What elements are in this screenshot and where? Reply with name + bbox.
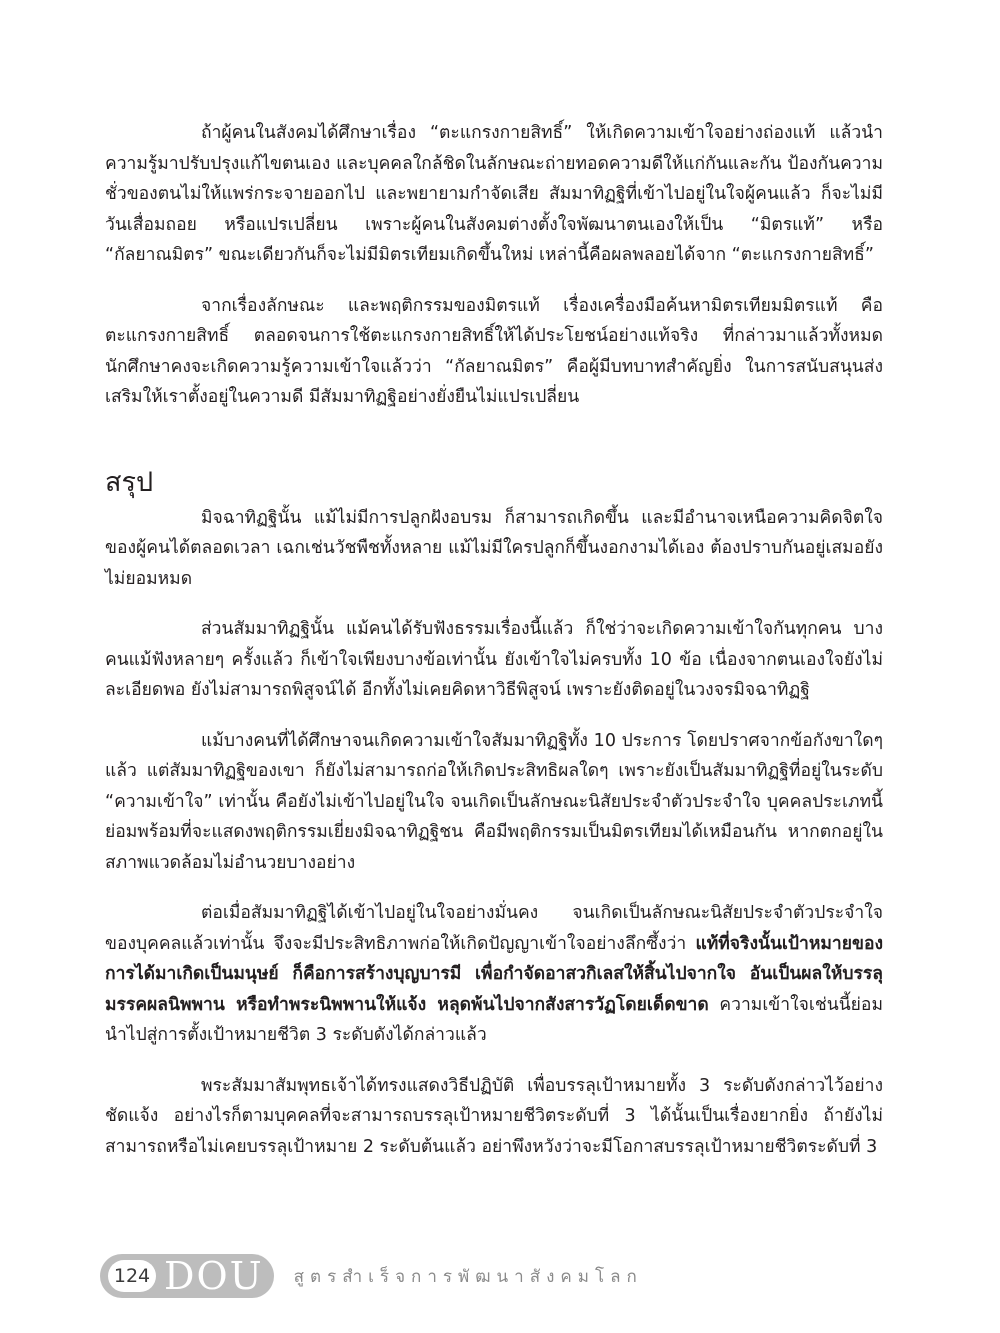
paragraph-goal — [105, 898, 883, 1051]
paragraph-intro-1: ถ้าผู้คนในสังคมได้ศึกษาเรื่อง “ตะแกรงกายสิทธิ์” ให้เกิดความเข้าใจอย่างถ่องแท้ แล้วนำความรู้มาปรับปรุงแก้ไขตนเอง และบุคคลใกล้ชิดในลักษณะถ่ายทอดความดีให้แก่กันและกัน ป้องกันความชั่วของตนไม่ให้แพร่กระจายออกไป และพยายามกำจัดเสีย สัมมาทิฏฐิที่เข้าไปอยู่ในใจผู้คนแล้ว ก็จะไม่มีวันเสื่อมถอย หรือแปรเปลี่ยน เพราะผู้คนในสังคมต่างตั้งใจพัฒนาตนเองให้เป็น “มิตรแท้” หรือ “กัลยาณมิตร” ขณะเดียวกันก็จะไม่มีมิตรเทียมเกิดขึ้นใหม่ เหล่านี้คือผลพลอยได้จาก “ตะแกรงกายสิทธิ์” — [105, 123, 883, 265]
paragraph-goal-tail: ความเข้าใจเช่นนี้ย่อมนำไปสู่การตั้งเป้าหมายชีวิต 3 ระดับดังได้กล่าวแล้ว — [105, 994, 883, 1045]
paragraph-intro-2: จากเรื่องลักษณะ และพฤติกรรมของมิตรแท้ เรื่องเครื่องมือค้นหามิตรเทียมมิตรแท้ คือตะแกรงกายสิทธิ์ ตลอดจนการใช้ตะแกรงกายสิทธิ์ให้ได้ประโยชน์อย่างแท้จริง ที่กล่าวมาแล้วทั้งหมด นักศึกษาคงจะเกิดความรู้ความเข้าใจแล้วว่า “กัลยาณมิตร” คือผู้มีบทบาทสำคัญยิ่ง ในการสนับสนุนส่งเสริมให้เราตั้งอยู่ในความดี มีสัมมาทิฏฐิอย่างยั่งยืนไม่แปรเปลี่ยน — [105, 295, 883, 407]
page-badge — [100, 1254, 274, 1298]
paragraph-goal-lead: ต่อเมื่อสัมมาทิฏฐิได้เข้าไปอยู่ในใจอย่างมั่นคง จนเกิดเป็นลักษณะนิสัยประจำตัวประจำใจของบุคคลแล้วเท่านั้น จึงจะมีประสิทธิภาพก่อให้เกิดปัญญาเข้าใจอย่างลึกซึ้งว่า — [105, 903, 883, 954]
page-footer — [100, 1252, 643, 1300]
book-title: สูตรสำเร็จการพัฒนาสังคมโลก — [293, 1266, 643, 1287]
paragraph-last: พระสัมมาสัมพุทธเจ้าได้ทรงแสดงวิธีปฏิบัติ เพื่อบรรลุเป้าหมายทั้ง 3 ระดับดังกล่าวไว้อย่างชัดแจ้ง อย่างไรก็ตามบุคคลที่จะสามารถบรรลุเป้าหมายชีวิตระดับที่ 3 ได้นั้นเป็นเรื่องยากยิ่ง ถ้ายังไม่สามารถหรือไม่เคยบรรลุเป้าหมาย 2 ระดับต้นแล้ว อย่าพึงหวังว่าจะมีโอกาสบรรลุเป้าหมายชีวิตระดับที่ 3 — [105, 1075, 883, 1157]
page-number: 124 — [108, 1260, 156, 1292]
paragraph-summary-1: มิจฉาทิฏฐินั้น แม้ไม่มีการปลูกฝังอบรม ก็สามารถเกิดขึ้น และมีอำนาจเหนือความคิดจิตใจของผู้คนได้ตลอดเวลา เฉกเช่นวัชพืชทั้งหลาย แม้ไม่มีใครปลูกก็ขึ้นงอกงามได้เอง ต้องปราบกันอยู่เสมอยังไม่ยอมหมด — [105, 507, 883, 589]
paragraph-summary-3: แม้บางคนที่ได้ศึกษาจนเกิดความเข้าใจสัมมาทิฏฐิทั้ง 10 ประการ โดยปราศจากข้อกังขาใดๆ แล้ว แต่สัมมาทิฏฐิของเขา ก็ยังไม่สามารถก่อให้เกิดประสิทธิผลใดๆ เพราะยังเป็นสัมมาทิฏฐิที่อยู่ในระดับ “ความเข้าใจ” เท่านั้น คือยังไม่เข้าไปอยู่ในใจ จนเกิดเป็นลักษณะนิสัยประจำตัวประจำใจ บุคคลประเภทนี้ย่อมพร้อมที่จะแสดงพฤติกรรมเยี่ยงมิจฉาทิฏฐิชน คือมีพฤติกรรมเป็นมิตรเทียมได้เหมือนกัน หากตกอยู่ในสภาพแวดล้อมไม่อำนวยบางอย่าง — [105, 730, 883, 873]
brand-logo-text: DOU — [164, 1254, 264, 1298]
paragraph-goal-bold: แท้ที่จริงนั้นเป้าหมายของการได้มาเกิดเป็นมนุษย์ ก็คือการสร้างบุญบารมี เพื่อกำจัดอาสวกิเลสให้สิ้นไปจากใจ อันเป็นผลให้บรรลุมรรคผลนิพพาน หรือทำพระนิพพานให้แจ้ง หลุดพ้นไปจากสังสารวัฏโดยเด็ดขาด — [105, 933, 883, 1015]
page-body — [105, 118, 883, 1182]
section-title-summary: สรุป — [105, 466, 154, 498]
paragraph-summary-2: ส่วนสัมมาทิฏฐินั้น แม้คนได้รับฟังธรรมเรื่องนี้แล้ว ก็ใช่ว่าจะเกิดความเข้าใจกันทุกคน บางคนแม้ฟังหลายๆ ครั้งแล้ว ก็เข้าใจเพียงบางข้อเท่านั้น ยังเข้าใจไม่ครบทั้ง 10 ข้อ เนื่องจากตนเองใจยังไม่ละเอียดพอ ยังไม่สามารถพิสูจน์ได้ อีกทั้งไม่เคยคิดหาวิธีพิสูจน์ เพราะยังติดอยู่ในวงจรมิจฉาทิฏฐิ — [105, 619, 883, 700]
